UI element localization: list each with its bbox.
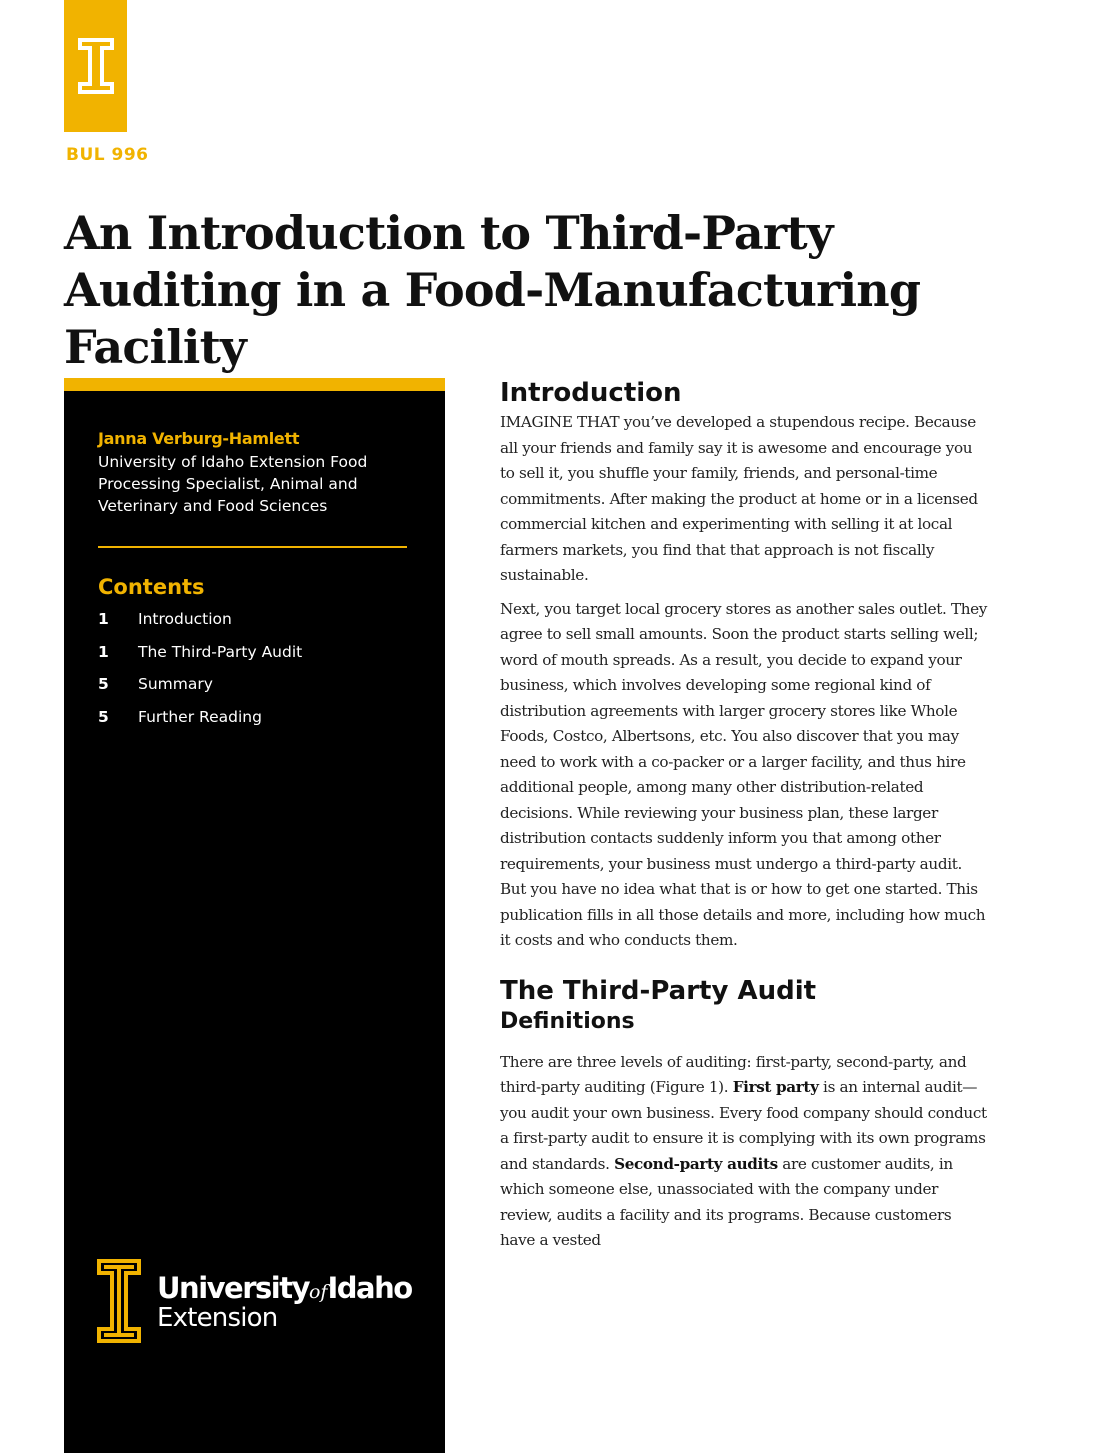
toc-page-number: 5: [98, 707, 109, 726]
toc-item[interactable]: [98, 675, 398, 708]
third-party-audit-heading: The Third-Party Audit: [500, 975, 817, 1006]
toc-page-number: 1: [98, 610, 109, 628]
idaho-i-icon: [78, 38, 114, 94]
university-wordmark: [157, 1271, 412, 1305]
toc-label: The Third-Party Audit: [138, 642, 303, 661]
main-content: [500, 376, 990, 1262]
introduction-paragraph-2: Next, you target local grocery stores as another sales outlet. They agree to sell small amounts. Soon the product starts selling well; word of mouth spreads. As a result, you decide to expand your business, which involves developing some regional kind of distribution agreements with larger grocery stores like Whole Foods, Costco, Albertsons, etc. You also discover that you may need to work with a co-packer or a larger facility, and thus hire additional people, among many other distribution-related decisions. While reviewing your business plan, these larger distribution contacts suddenly inform you that among other requirements, your business must undergo a third-party audit. But you have no idea what that is or how to get one started. This publication fills in all those details and more, including how much it costs and who conducts them.: [500, 599, 988, 949]
toc-page-number: 1: [98, 642, 109, 661]
wordmark-of: of: [308, 1281, 328, 1303]
university-logo-mark: [64, 0, 127, 132]
wordmark-extension: Extension: [157, 1303, 278, 1333]
toc-label: Further Reading: [138, 707, 262, 726]
sidebar-divider: [98, 546, 407, 548]
contents-list: [98, 610, 398, 740]
term-second-party-audits: Second-party audits: [614, 1154, 778, 1173]
idaho-i-logo-icon: [97, 1259, 141, 1343]
document-title: An Introduction to Third-Party Auditing in a Food-Manufacturing Facility: [64, 206, 921, 374]
introduction-heading: Introduction: [500, 378, 682, 408]
toc-label: Introduction: [138, 610, 232, 628]
contents-heading: Contents: [98, 575, 205, 599]
toc-item[interactable]: [98, 643, 398, 676]
toc-item[interactable]: [98, 708, 398, 741]
toc-item[interactable]: [98, 610, 398, 643]
definitions-paragraph: There are three levels of auditing: first-party, second-party, and third-party auditing (Figure 1). First party is an internal audit—you audit your own business. Every food company should conduct a first-party audit to ensure it is complying with its own programs and standards. Second-party audits are customer audits, in which someone else, unassociated with the company under review, audits a facility and its programs. Because customers have a vested: [500, 1052, 987, 1249]
wordmark-idaho: Idaho: [327, 1271, 412, 1305]
term-first-party: First party: [732, 1078, 819, 1096]
author-name: Janna Verburg-Hamlett: [98, 429, 300, 448]
definitions-subheading: Definitions: [500, 1008, 635, 1034]
introduction-paragraph-1: IMAGINE THAT you’ve developed a stupendous recipe. Because all your friends and family say it is awesome and encourage you to sell it, you shuffle your family, friends, and personal-time commitments. After making the product at home or in a licensed commercial kitchen and experimenting with selling it at local farmers markets, you find that that approach is not fiscally sustainable.: [500, 413, 978, 584]
toc-page-number: 5: [98, 675, 109, 693]
wordmark-university: University: [157, 1271, 309, 1305]
bulletin-number: BUL 996: [66, 145, 149, 165]
author-affiliation: University of Idaho Extension Food Processing Specialist, Animal and Veterinary and Food Sciences: [98, 453, 368, 515]
sidebar: [64, 378, 445, 1453]
toc-label: Summary: [138, 675, 213, 693]
